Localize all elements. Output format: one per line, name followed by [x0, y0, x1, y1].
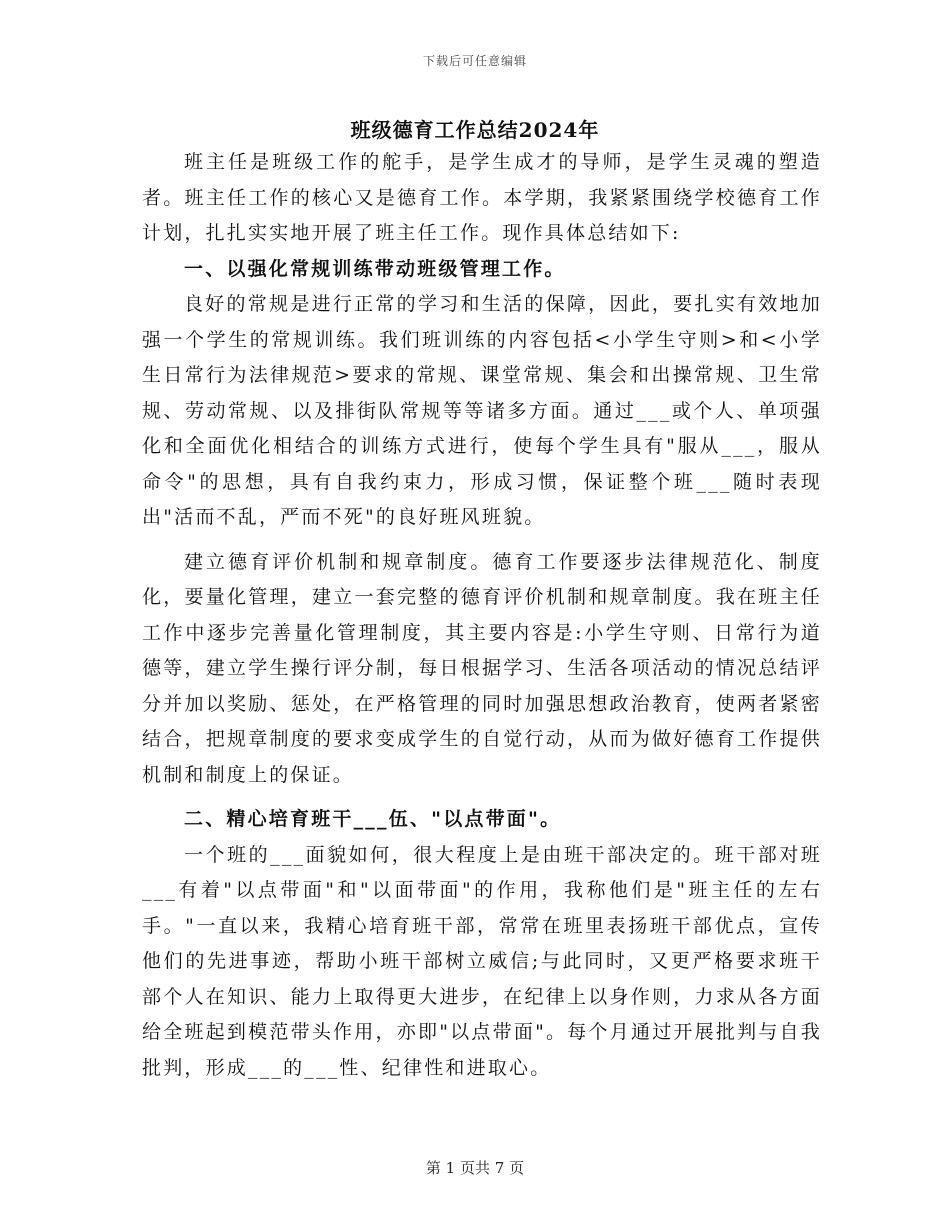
intro-paragraph: 班主任是班级工作的舵手，是学生成才的导师，是学生灵魂的塑造者。班主任工作的核心又是德育工作。本学期，我紧紧围绕学校德育工作计划，扎扎实实地开展了班主任工作。现作具体总结如下:	[142, 151, 822, 244]
section-heading-1: 一、以强化常规训练带动班级管理工作。	[184, 257, 566, 280]
page-indicator: 第 1 页共 7 页	[425, 1159, 525, 1177]
body-paragraph: 良好的常规是进行正常的学习和生活的保障，因此，要扎实有效地加强一个学生的常规训练。我们班训练的内容包括<小学生守则>和<小学生日常行为法律规范>要求的常规、课堂常规、集会和出操常规、卫生常规、劳动常规、以及排街队常规等等诸多方面。通过___或个人、单项强化和全面优化相结合的训练方式进行，使每个学生具有"服从___，服从命令"的思想，具有自我约束力，形成习惯，保证整个班___随时表现出"活而不乱，严而不死"的良好班风班貌。	[142, 293, 822, 528]
header-note: 下载后可任意编辑	[422, 54, 527, 68]
body-paragraph: 一个班的___面貌如何，很大程度上是由班干部决定的。班干部对班___有着"以点带面"和"以面带面"的作用，我称他们是"班主任的左右手。"一直以来，我精心培育班干部，常常在班里表扬班干部优点，宣传他们的先进事迹，帮助小班干部树立威信;与此同时，又更严格要求班干部个人在知识、能力上取得更大进步，在纪律上以身作则，力求从各方面给全班起到模范带头作用，亦即"以点带面"。每个月通过开展批判与自我批判，形成___的___性、纪律性和进取心。	[142, 843, 822, 1079]
document-title: 班级德育工作总结2024年	[350, 118, 600, 142]
section-heading-2: 二、精心培育班干___伍、"以点带面"。	[184, 808, 562, 830]
body-paragraph: 建立德育评价机制和规章制度。德育工作要逐步法律规范化、制度化，要量化管理，建立一套完整的德育评价机制和规章制度。我在班主任工作中逐步完善量化管理制度，其主要内容是:小学生守则、日常行为道德等，建立学生操行评分制，每日根据学习、生活各项活动的情况总结评分并加以奖励、惩处，在严格管理的同时加强思想政治教育，使两者紧密结合，把规章制度的要求变成学生的自觉行动，从而为做好德育工作提供机制和制度上的保证。	[142, 550, 822, 786]
document-body	[142, 145, 822, 1086]
